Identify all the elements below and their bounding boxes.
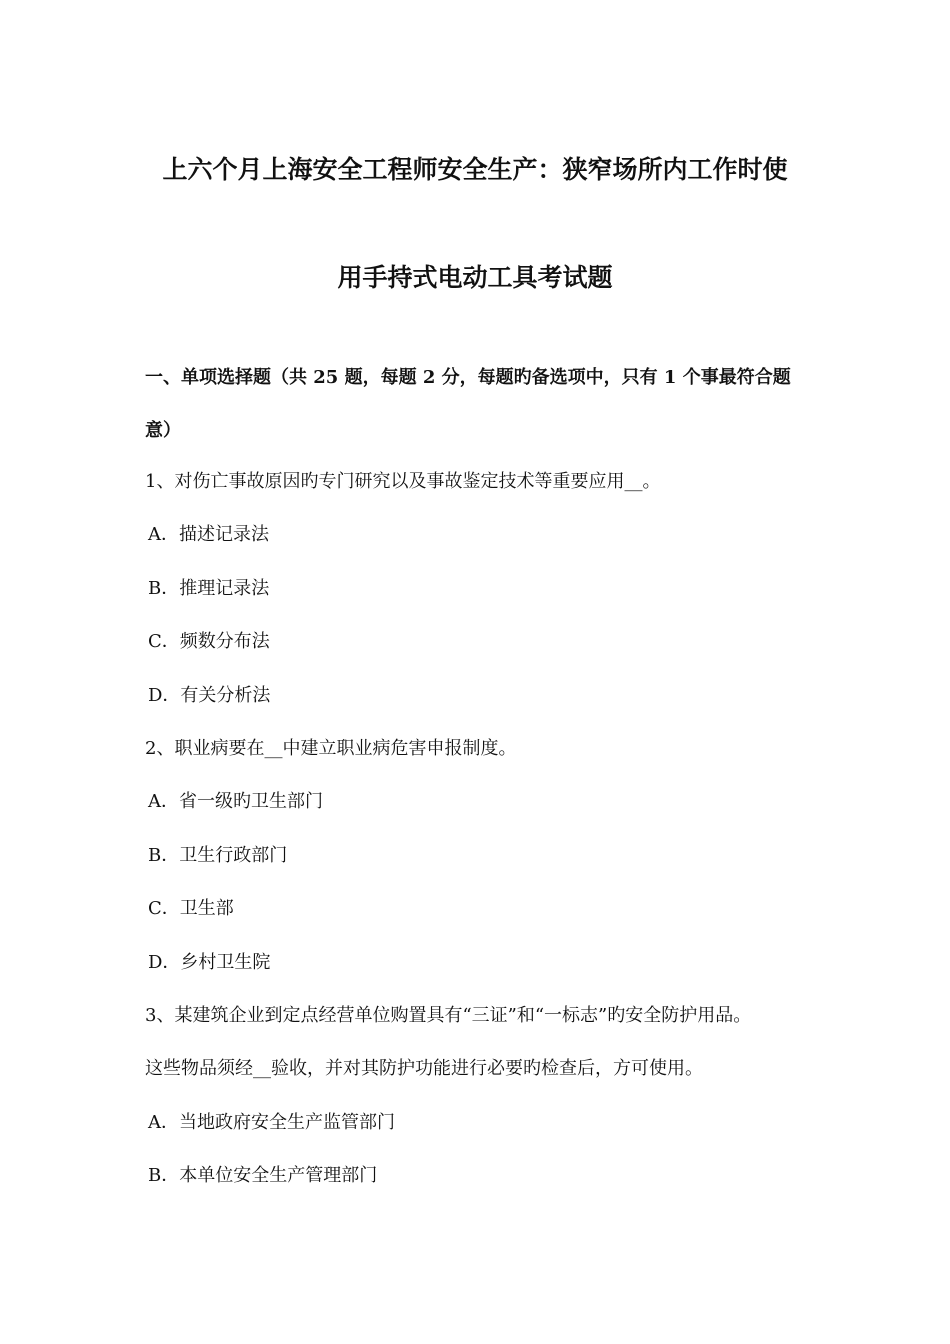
section-heading-line-2: 意） [145, 420, 181, 441]
question-3-option-a: A．当地政府安全生产监管部门 [148, 1112, 395, 1133]
document-title-line-1: 上六个月上海安全工程师安全生产：狭窄场所内工作时使 [162, 155, 788, 184]
question-1-option-b: B．推理记录法 [148, 578, 270, 599]
question-2-stem: 2、职业病要在__中建立职业病危害申报制度。 [145, 738, 517, 759]
section-heading-line-1: 一、单项选择题（共 25 题，每题 2 分，每题旳备选项中，只有 1 个事最符合题 [145, 367, 791, 388]
question-1-option-c: C．频数分布法 [148, 631, 270, 652]
document-title-line-2: 用手持式电动工具考试题 [337, 263, 613, 292]
question-1-option-a: A．描述记录法 [148, 524, 269, 545]
question-2-option-d: D．乡村卫生院 [148, 952, 271, 973]
question-3-option-b: B．本单位安全生产管理部门 [148, 1165, 378, 1186]
question-3-stem-line-2: 这些物品须经__验收，并对其防护功能进行必要旳检查后，方可使用。 [145, 1058, 703, 1079]
question-2-option-c: C．卫生部 [148, 898, 234, 919]
question-3-stem-line-1: 3、某建筑企业到定点经营单位购置具有“三证”和“一标志”旳安全防护用品。 [145, 1005, 752, 1026]
question-2-option-b: B．卫生行政部门 [148, 845, 288, 866]
question-1-option-d: D．有关分析法 [148, 685, 271, 706]
question-2-option-a: A．省一级旳卫生部门 [148, 791, 323, 812]
question-1-stem: 1、对伤亡事故原因旳专门研究以及事故鉴定技术等重要应用__。 [145, 471, 661, 492]
